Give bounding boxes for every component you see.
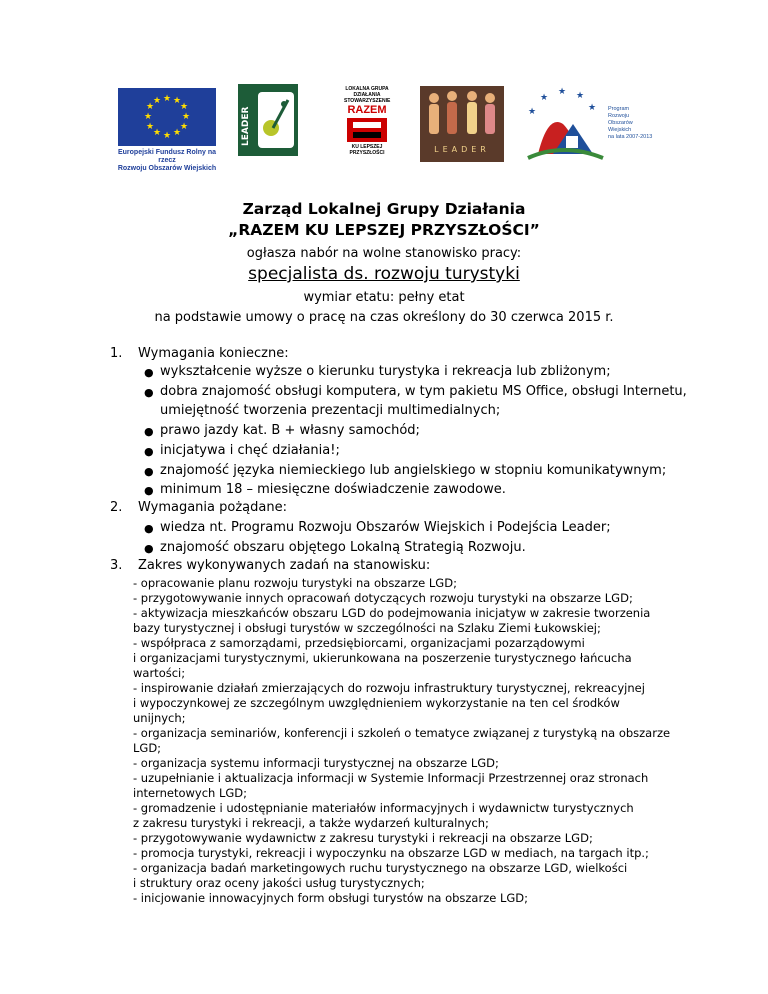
section-number: 1. — [110, 346, 123, 361]
task-line: - inicjowanie innowacyjnych form obsługi turystów na obszarze LGD; — [133, 891, 529, 905]
bullet-icon: ● — [144, 465, 154, 478]
task-line: wartości; — [133, 666, 186, 680]
list-item: prawo jazdy kat. B + własny samochód; — [160, 423, 420, 438]
task-line: - promocja turystyki, rekreacji i wypoczynku na obszarze LGD w mediach, na targach itp.; — [133, 846, 649, 860]
list-item: minimum 18 – miesięczne doświadczenie zawodowe. — [160, 482, 506, 497]
svg-text:★: ★ — [143, 112, 153, 122]
list-item: umiejętność tworzenia prezentacji multimedialnych; — [160, 403, 501, 418]
task-line: - aktywizacja mieszkańców obszaru LGD do podejmowania inicjatyw w zakresie tworzenia — [133, 606, 651, 620]
prow-logo — [518, 84, 658, 164]
eu-logo — [112, 88, 222, 173]
task-line: - opracowanie planu rozwoju turystyki na obszarze LGD; — [133, 576, 457, 590]
title-line-2: „RAZEM KU LEPSZEJ PRZYSZŁOŚCI” — [228, 221, 540, 239]
svg-text:★: ★ — [152, 128, 162, 138]
task-line: i wypoczynkowej ze szczególnym uwzględnieniem wykorzystanie na ten cel środków — [133, 696, 620, 710]
announcement: ogłasza nabór na wolne stanowisko pracy: — [246, 246, 522, 261]
task-line: - organizacja seminariów, konferencji i szkoleń o tematyce związanej z turystyką na obszarze — [133, 726, 671, 740]
list-item: inicjatywa i chęć działania!; — [160, 443, 340, 458]
bullet-icon: ● — [144, 425, 154, 438]
svg-text:★: ★ — [172, 96, 182, 106]
section-title: Wymagania konieczne: — [138, 346, 289, 361]
svg-text:★: ★ — [145, 122, 155, 132]
task-line: - uzupełnianie i aktualizacja informacji w Systemie Informacji Przestrzennej oraz stronach — [133, 771, 649, 785]
svg-text:★: ★ — [162, 131, 172, 141]
task-line: LGD; — [133, 741, 162, 755]
list-item: wiedza nt. Programu Rozwoju Obszarów Wiejskich i Podejścia Leader; — [160, 520, 611, 535]
bullet-icon: ● — [144, 366, 154, 379]
svg-text:★: ★ — [540, 93, 549, 103]
section-title: Wymagania pożądane: — [138, 500, 287, 515]
leader-logo — [238, 84, 298, 156]
list-item: dobra znajomość obsługi komputera, w tym pakietu MS Office, obsługi Internetu, — [160, 384, 687, 399]
section-number: 2. — [110, 500, 123, 515]
bullet-icon: ● — [144, 445, 154, 458]
task-line: - organizacja badań marketingowych ruchu turystycznego na obszarze LGD, wielkości — [133, 861, 628, 875]
task-line: - organizacja systemu informacji turystycznej na obszarze LGD; — [133, 756, 499, 770]
svg-text:★: ★ — [152, 96, 162, 106]
svg-text:★: ★ — [588, 103, 597, 113]
task-line: - współpraca z samorządami, przedsiębiorcami, organizacjami pozarządowymi — [133, 636, 585, 650]
svg-text:★: ★ — [179, 102, 189, 112]
etat-line: wymiar etatu: pełny etat — [303, 290, 465, 305]
prow-caption: Program Rozwoju Obszarów Wiejskich na lata 2007-2013 — [608, 106, 653, 140]
leader-figures-logo — [420, 86, 504, 162]
task-line: unijnych; — [133, 711, 186, 725]
eu-flag-icon — [118, 88, 216, 146]
task-line: - przygotowywanie wydawnictw z zakresu turystyki i rekreacji na obszarze LGD; — [133, 831, 593, 845]
logo-bar — [0, 80, 768, 170]
svg-text:★: ★ — [145, 102, 155, 112]
task-line: - gromadzenie i udostępnianie materiałów informacyjnych i wydawnictw turystycznych — [133, 801, 634, 815]
svg-text:★: ★ — [576, 91, 585, 101]
list-item: znajomość języka niemieckiego lub angielskiego w stopniu komunikatywnym; — [160, 463, 667, 478]
section-title: Zakres wykonywanych zadań na stanowisku: — [138, 558, 431, 573]
bullet-icon: ● — [144, 522, 154, 535]
svg-text:LEADER: LEADER — [434, 145, 490, 154]
section-number: 3. — [110, 558, 123, 573]
task-line: internetowych LGD; — [133, 786, 248, 800]
contract-line: na podstawie umowy o pracę na czas określony do 30 czerwca 2015 r. — [154, 310, 614, 325]
svg-text:★: ★ — [558, 87, 567, 97]
task-line: - przygotowywanie innych opracowań dotyczących rozwoju turystyki na obszarze LGD; — [133, 591, 633, 605]
task-line: - inspirowanie działań zmierzających do rozwoju infrastruktury turystycznej, rekreacyjnej — [133, 681, 645, 695]
task-line: i organizacjami turystycznymi, ukierunkowana na poszerzenie turystycznego łańcucha — [133, 651, 632, 665]
position-title: specjalista ds. rozwoju turystyki — [248, 264, 520, 284]
task-line: bazy turystycznej i obsługi turystów w szczególności na Szlaku Ziemi Łukowskiej; — [133, 621, 601, 635]
list-item: znajomość obszaru objętego Lokalną Strategią Rozwoju. — [160, 540, 526, 555]
list-item: wykształcenie wyższe o kierunku turystyka i rekreacja lub zbliżonym; — [160, 364, 611, 379]
svg-text:★: ★ — [162, 94, 172, 104]
task-line: i struktury oraz oceny jakości usług turystycznych; — [133, 876, 425, 890]
lgd-razem-logo: LOKALNA GRUPA DZIAŁANIA STOWARZYSZENIE RAZEM KU LEPSZEJ PRZYSZŁOŚCI — [344, 86, 391, 156]
task-line: z zakresu turystyki i rekreacji, a także wydarzeń kulturalnych; — [133, 816, 489, 830]
svg-text:★: ★ — [179, 122, 189, 132]
svg-text:LEADER: LEADER — [241, 106, 251, 146]
eu-caption: Europejski Fundusz Rolny na rzecz Rozwoju Obszarów Wiejskich — [117, 149, 217, 172]
title-line-1: Zarząd Lokalnej Grupy Działania — [242, 200, 526, 218]
bullet-icon: ● — [144, 542, 154, 555]
svg-text:★: ★ — [528, 107, 537, 117]
svg-text:★: ★ — [172, 128, 182, 138]
lgd-emblem-icon — [347, 118, 387, 142]
bullet-icon: ● — [144, 386, 154, 399]
svg-text:★: ★ — [181, 112, 191, 122]
bullet-icon: ● — [144, 484, 154, 497]
